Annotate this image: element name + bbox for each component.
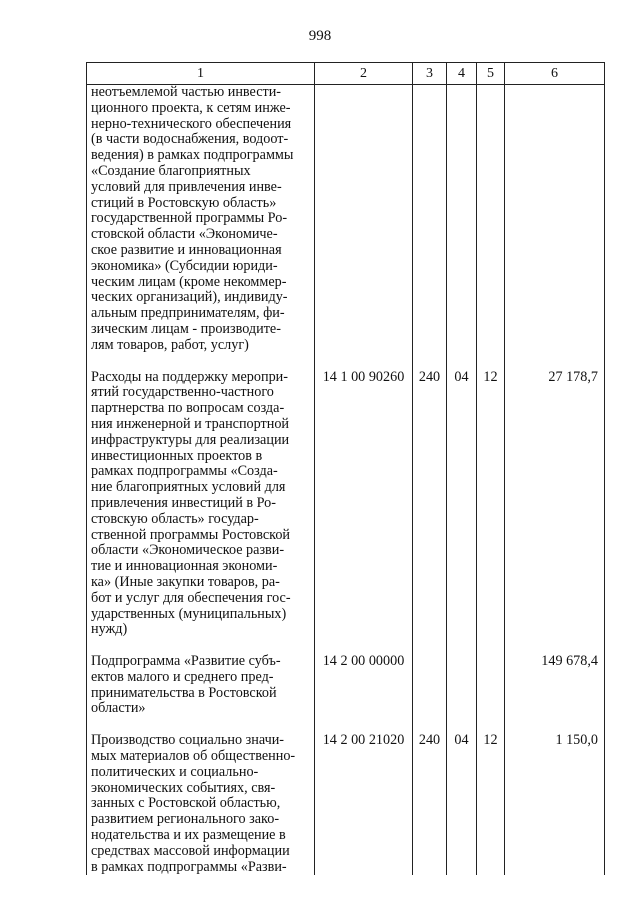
table-row — [87, 370, 605, 655]
description-line: государственной программы Ро- — [91, 210, 288, 227]
table-body — [87, 85, 605, 876]
description-line: области» — [91, 700, 146, 717]
row-amount: 149 678,4 — [505, 654, 605, 733]
description-line: ние благоприятных условий для — [91, 479, 286, 496]
description-line: ектов малого и среднего пред- — [91, 668, 274, 685]
description-line: инфраструктуры для реализации — [91, 431, 290, 448]
row-col-5: 12 — [477, 370, 505, 655]
description-line: мых материалов об общественно- — [91, 748, 296, 765]
row-amount — [505, 85, 605, 370]
description-line: политических и социально- — [91, 763, 259, 780]
description-line: развитием регионального зако- — [91, 811, 280, 828]
row-col-5 — [477, 85, 505, 370]
description-line: нодательства и их размещение в — [91, 827, 286, 844]
row-col-4: 04 — [447, 733, 477, 875]
description-line: партнерства по вопросам созда- — [91, 400, 285, 417]
table-row — [87, 85, 605, 370]
description-line: нерно-технического обеспечения — [91, 115, 292, 132]
row-amount: 1 150,0 — [505, 733, 605, 875]
description-line: занных с Ростовской областью, — [91, 795, 281, 812]
page-number: 998 — [308, 28, 332, 44]
row-description — [87, 85, 315, 370]
header-row — [87, 63, 605, 85]
description-line: ударственных (муниципальных) — [91, 605, 287, 622]
description-line: инвестиционных проектов в — [91, 447, 263, 464]
row-col-3: 240 — [413, 733, 447, 875]
description-line: ческих организаций), индивиду- — [91, 289, 288, 306]
row-col-5 — [477, 654, 505, 733]
description-line: тие и инновационная экономи- — [91, 558, 278, 575]
header-col-6: 6 — [505, 63, 605, 85]
description-line: ведения) в рамках подпрограммы — [91, 147, 294, 164]
row-amount: 27 178,7 — [505, 370, 605, 655]
table-row — [87, 654, 605, 733]
row-col-4: 04 — [447, 370, 477, 655]
header-col-4: 4 — [447, 63, 477, 85]
description-line: «Создание благоприятных — [91, 162, 251, 179]
description-line: лям товаров, работ, услуг) — [91, 336, 249, 353]
row-description — [87, 370, 315, 655]
description-line: ятий государственно-частного — [91, 384, 274, 401]
budget-table — [86, 62, 605, 875]
description-line: ственной программы Ростовской — [91, 526, 291, 543]
description-line: стиций в Ростовскую область» — [91, 194, 277, 211]
table-header — [87, 63, 605, 85]
header-col-5: 5 — [477, 63, 505, 85]
budget-table-container — [86, 62, 604, 875]
description-line: альным предпринимателям, фи- — [91, 305, 285, 322]
description-line: бот и услуг для обеспечения гос- — [91, 589, 291, 606]
description-line: средствах массовой информации — [91, 842, 290, 859]
header-col-1: 1 — [87, 63, 315, 85]
row-code — [315, 85, 413, 370]
row-col-3 — [413, 654, 447, 733]
description-line: принимательства в Ростовской — [91, 684, 277, 701]
description-line: области «Экономическое разви- — [91, 542, 285, 559]
description-line: ческим лицам (кроме некоммер- — [91, 273, 287, 290]
description-line: Подпрограмма «Развитие субъ- — [91, 653, 281, 670]
description-line: (в части водоснабжения, водоот- — [91, 131, 289, 148]
description-line: условий для привлечения инве- — [91, 178, 282, 195]
description-line: привлечения инвестиций в Ро- — [91, 494, 276, 511]
description-line: Расходы на поддержку меропри- — [91, 368, 288, 385]
description-line: рамках подпрограммы «Созда- — [91, 463, 278, 480]
row-col-4 — [447, 654, 477, 733]
description-line: нужд) — [91, 621, 128, 638]
header-col-3: 3 — [413, 63, 447, 85]
description-line: неотъемлемой частью инвести- — [91, 84, 282, 100]
description-line: Производство социально значи- — [91, 732, 285, 749]
row-col-4 — [447, 85, 477, 370]
row-code: 14 1 00 90260 — [315, 370, 413, 655]
row-col-3: 240 — [413, 370, 447, 655]
description-line: экономика» (Субсидии юриди- — [91, 257, 278, 274]
row-code: 14 2 00 21020 — [315, 733, 413, 875]
table-row — [87, 733, 605, 875]
description-line: ское развитие и инновационная — [91, 241, 282, 258]
description-line: стовскую область» государ- — [91, 510, 259, 527]
description-line: экономических событиях, свя- — [91, 779, 276, 796]
description-line: ционного проекта, к сетям инже- — [91, 99, 291, 116]
row-code: 14 2 00 00000 — [315, 654, 413, 733]
row-col-5: 12 — [477, 733, 505, 875]
row-col-3 — [413, 85, 447, 370]
row-description — [87, 654, 315, 733]
description-line: в рамках подпрограммы «Разви- — [91, 858, 287, 875]
header-col-2: 2 — [315, 63, 413, 85]
description-line: ния инженерной и транспортной — [91, 415, 290, 432]
description-line: ка» (Иные закупки товаров, ра- — [91, 573, 280, 590]
row-description — [87, 733, 315, 875]
description-line: зическим лицам - производите- — [91, 320, 281, 337]
description-line: стовской области «Экономиче- — [91, 226, 278, 243]
